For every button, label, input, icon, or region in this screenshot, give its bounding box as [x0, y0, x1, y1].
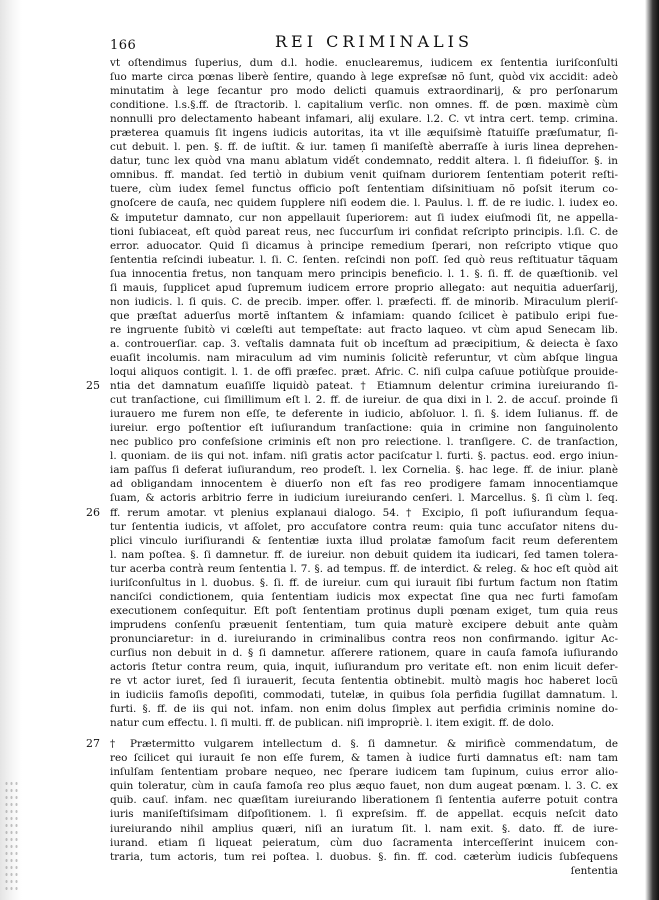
text-line	[110, 365, 618, 379]
text-line	[110, 534, 618, 548]
line-text: cut debuit. l. pen. §. ff. de iuſtit. & iur. tameņ ſi maniſeſtè aberraſſe à iuris linea deprehen-	[110, 141, 618, 154]
text-line	[110, 70, 618, 84]
text-line	[110, 182, 618, 196]
text-line	[110, 393, 618, 407]
text-line	[110, 765, 618, 779]
line-text: error. aduocator. Quid ſi dicamus à principe remedium ſperari, non reſcripto vtique quo	[110, 239, 618, 252]
text-line	[110, 84, 618, 98]
text-line	[110, 477, 618, 491]
line-text: actoris ſtetur contra reum, quia, inquit, iuſiurandum pro veritate eſt. non enim licuit defer-	[110, 661, 618, 674]
text-line	[110, 604, 618, 618]
text-line	[110, 836, 618, 850]
text-line	[110, 435, 618, 449]
line-text: vt oſtendimus ſuperius, dum d.l. hodie. enuclearemus, iudicem ex ſententia iuriſconſulti	[110, 57, 618, 69]
line-text: ntia det damnatum euaſiſſe liquidò pateat. † Etiamnum delentur crimina iureiurando ſi-	[110, 380, 618, 393]
line-text: iuriſconſultus in l. duobus. §. ſi. ff. de iureiur. cum qui iurauit ſibi furtum factum non ſtatim	[110, 576, 618, 589]
margin-paragraph-number: 26	[86, 505, 100, 519]
line-text: re ingruente ſubitò vi cœleſti aut tempeſtate: aut fracto laqueo. vt cùm apud Senecam lib.	[110, 323, 618, 336]
text-line	[110, 98, 618, 112]
text-line	[110, 688, 618, 702]
text-line	[110, 253, 618, 267]
line-text: l. quoniam. de iis qui not. infam. niſi gratis actor paciſcatur l. furti. §. pactus. eod. ergo iniun-	[110, 450, 618, 463]
line-text: nonnulli pro delectamento habeant infamari, alij exulare. l.2. C. vt intra cert. temp. crimina.	[110, 113, 618, 126]
text-line	[110, 351, 618, 365]
line-text: tuere, cùm iudex ſemel functus officio poſt ſententiam diſsinitiuam nõ poſsit iterum co-	[110, 183, 618, 196]
line-text: loqui aliquos contigit. l. 1. de offi præfec. præt. Afric. C. niſi culpa caſuue potiùſque prouide-	[110, 366, 618, 379]
text-line	[110, 267, 618, 281]
text-line	[110, 281, 618, 295]
text-line	[110, 576, 618, 590]
line-text: gnoſcere de cauſa, nec quidem ſupplere niſi eodem die. l. Paulus. l. ff. de re iudic. l. iudex eo.	[110, 197, 618, 210]
line-text: tur acerba contrà reum ſententia l. 7. §. ad tempus. ff. de interdict. & releg. & hoc eſt quòd ait	[110, 562, 618, 575]
line-text: furti. §. ff. de iis qui not. infam. non enim dolus ſimplex aut perfidia criminis nomine do-	[110, 703, 618, 716]
text-line	[110, 660, 618, 674]
line-text: plici vinculo iuriſiurandi & ſententiæ iuxta illud prolatæ famoſum facit reum deferentem	[110, 534, 618, 547]
line-text: ſuam, & actoris arbitrio ferre in iudicium iureiurando cenſeri. l. Marcellus. §. ſi cùm l. ſeq.	[110, 492, 618, 505]
line-text: ſuo marte circa pœnas liberè ſentire, quando à lege expreſsæ nõ ſunt, quòd vix accidit: adeò	[110, 71, 618, 84]
text-line	[110, 548, 618, 562]
line-text: nec publico pro confeſsione criminis eſt non pro reiectione. l. tranſigere. C. de tranſaction,	[110, 436, 618, 449]
text-line	[110, 421, 618, 435]
line-text: iuris maniſeſtiſsimam diſpoſitionem. l. ſi expreſsim. ff. de appellat. ecquis neſcit dato	[110, 808, 618, 821]
line-text: iurand. etiam ſi liqueat peieratum, cùm duo ſacramenta interceſſerint inuicem con-	[110, 836, 618, 849]
text-line	[110, 520, 618, 534]
line-text: cut tranſactione, cui ſimillimum eſt l. 2. ff. de iureiur. de qua dixi in l. 2. de accuſ. proinde ſi	[110, 394, 618, 407]
line-text: executionem conſequitur. Eſt poſt ſententiam protinus dupli pœnam exiget, tum quia reus	[110, 604, 618, 617]
line-text: iurauero me furem non eſſe, te deferente in iudicio, abſoluor. l. ſi. §. idem Iulianus. ff. de	[110, 408, 618, 421]
text-line	[110, 154, 618, 168]
text-line	[110, 632, 618, 646]
line-text: nanciſci condictionem, quia ſententiam iudicis mox expectat ſine qua nec furti famoſam	[110, 590, 618, 603]
text-line	[110, 793, 618, 807]
text-line	[110, 850, 618, 864]
line-text: † Prætermitto vulgarem intellectum d. §. ſi damnetur. & mirificè commendatum, de	[110, 738, 618, 751]
line-text: quib. cauſ. infam. nec quæſitam iureiurando liberationem ſi ſententia auferre potuit contra	[110, 794, 618, 807]
text-line	[110, 646, 618, 660]
text-line	[110, 56, 618, 70]
text-line	[86, 505, 618, 520]
line-text: iureiurando nihil amplius quæri, niſi an iuratum ſit. l. nam exit. §. dato. ff. de iure-	[110, 822, 618, 835]
line-text: tur ſententia iudicis, vt aſſolet, pro accuſatore contra reum: quia tunc accuſator nitens du-	[110, 520, 618, 533]
text-line	[110, 822, 618, 836]
line-text: traria, tum actoris, tum rei poſtea. l. duobus. §. fin. ff. cod. cæterùm iudicis ſubſequens	[110, 850, 618, 863]
text-line	[110, 779, 618, 793]
line-text: euaſit incolumis. nam miraculum ad vim numinis ſolicitè referuntur, vt cùm abſque lingua	[110, 351, 618, 364]
line-text: ſententia	[570, 864, 618, 877]
page-shadow-right	[645, 0, 659, 900]
margin-paragraph-number: 25	[86, 379, 100, 393]
line-text: pronunciaretur: in d. iureiurando in criminalibus contra reos non confirmando. igitur Ac-	[110, 632, 618, 645]
text-line	[110, 239, 618, 253]
text-line	[110, 674, 618, 688]
margin-paragraph-number: 27	[86, 737, 100, 751]
line-text: imprudens conſenſu præuenit ſententiam, tum quia maturè excipere debuit ante quàm	[110, 618, 618, 631]
text-line	[110, 309, 618, 323]
line-text: natur cum effectu. l. ſi multi. ff. de publican. niſi impropriè. l. item exigit. ff. de dolo.	[110, 717, 555, 730]
line-text: que præſtat aduerſus mortẽ inſtantem & infamiam: quando ſcilicet è patibulo eripi fue-	[110, 309, 618, 322]
text-line	[110, 716, 618, 730]
line-text: conditione. l.s.§.ff. de ſtractorib. l. capitalium verſic. non omnes. ff. de pœn. maximè cùm	[110, 99, 618, 112]
line-text: ad obligandam innocentem è diuerſo non eſt fas reo prodigere famam innocentiamque	[110, 478, 618, 491]
text-line	[110, 196, 618, 210]
text-line	[86, 379, 618, 393]
text-line	[110, 337, 618, 351]
line-text: ff. rerum amotar. vt plenius explanaui dialogo. 54. † Excipio, ſi poſt iuſiurandum ſequa-	[110, 506, 618, 519]
line-text: re vt actor iuret, ſed ſi iurauerit, ſecuta ſententia obtinebit. multò magis hoc haberet locũ	[110, 675, 618, 688]
body-text	[86, 56, 618, 878]
page-number: 166	[110, 38, 137, 53]
text-line	[110, 864, 618, 878]
line-text: datur, tunc lex quòd vna manu ablatum vidết condemnato, reddit altera. l. ſi fideiuſſor. §. in	[110, 155, 618, 168]
text-line	[110, 449, 618, 463]
text-line	[110, 463, 618, 477]
running-head: REI CRIMINALIS	[275, 32, 473, 51]
text-line	[110, 323, 618, 337]
line-text: reo ſcilicet qui iurauit ſe non eſſe furem, & tamen à iudice furti damnatus eſt: nam tam	[110, 752, 618, 765]
line-text: a. controuerſiar. cap. 3. veſtalis damnata fuit ob inceſtum ad præcipitium, & deiecta è ſaxo	[110, 337, 618, 350]
line-text: non iudicis. l. ſi quis. C. de precib. imper. offer. l. præfecti. ff. de minorib. Miraculum pleriſ-	[110, 295, 618, 308]
line-text: tioni ſubiaceat, eſt quòd pareat reus, nec ſuccurſum iri confidat reſcripto principis. l.ſi. C. de	[110, 225, 618, 238]
text-line	[110, 491, 618, 505]
text-line	[110, 126, 618, 140]
line-text: in iudiciis famoſis depoſiti, commodati, tutelæ, in quibus ſola perfidia ſugillat damnatum. l.	[110, 689, 618, 702]
line-text: curſius non debuit in d. § ſi damnetur. aſſerere rationem, quare in cauſa famoſa iuſiurando	[110, 646, 618, 659]
text-line	[110, 618, 618, 632]
text-line	[110, 590, 618, 604]
paper-speckle	[4, 780, 18, 890]
line-text: omnibus. ff. mandat. ſed tertiò in dubium venit quiſnam duriorem ſententiam poterit reſti-	[110, 169, 618, 182]
text-line	[110, 112, 618, 126]
line-text: & imputetur damnato, cur non appellauit ſuperiorem: aut ſi iudex eiuſmodi ſit, ne appella-	[110, 211, 618, 224]
line-text: præterea quamuis ſit ingens iudicis autoritas, ita vt ille æquiſsimè ſtatuiſſe præſumatur, ſi-	[110, 127, 618, 140]
line-text: ſententia reſcindi iubeatur. l. ſi. C. ſenten. reſcindi non poſſ. ſed quò reus reſtituatur tãquam	[110, 253, 618, 266]
line-text: l. nam poſtea. §. ſi damnetur. ff. de iureiur. non debuit quidem ita iudicari, ſed tamen tolera-	[110, 548, 618, 561]
text-line	[110, 168, 618, 182]
text-line	[110, 807, 618, 821]
text-line	[86, 737, 618, 751]
line-text: iureiur. ergo poſtentior eſt iuſiurandum tranſactione: quia in crimine non ſanguinolento	[110, 422, 618, 435]
line-text: ſua innocentia fretus, non tanquam mero principis beneficio. l. 1. §. ſi. ff. de quæſtionib. vel	[110, 267, 618, 280]
line-text: ſi mauis, ſupplicet apud ſupremum iudicem errore proprio allegato: aut nequitia aduerſarij,	[110, 281, 618, 294]
line-text: minutatim à lege ſecantur pro modo delicti quamuis extraordinarij, & pro perſonarum	[110, 85, 618, 98]
text-line	[110, 211, 618, 225]
text-line	[110, 751, 618, 765]
text-line	[110, 702, 618, 716]
text-line	[110, 407, 618, 421]
text-line	[110, 140, 618, 154]
text-line	[110, 562, 618, 576]
text-line	[110, 295, 618, 309]
line-text: iam paſſus ſi deferat iuſiurandum, reo prodeſt. l. lex Cornelia. §. hac lege. ff. de iniur. planè	[110, 464, 618, 477]
line-text: inſulſam ſententiam probare nequeo, nec ſperare iudicem tam ſupinum, cuius error alio-	[110, 766, 618, 779]
line-text: quin toleratur, cùm in cauſa famoſa reo plus æquo fauet, non dum augeat pœnam. l. 3. C. ex	[110, 780, 618, 793]
text-line	[110, 225, 618, 239]
page-shadow-left	[0, 0, 22, 900]
